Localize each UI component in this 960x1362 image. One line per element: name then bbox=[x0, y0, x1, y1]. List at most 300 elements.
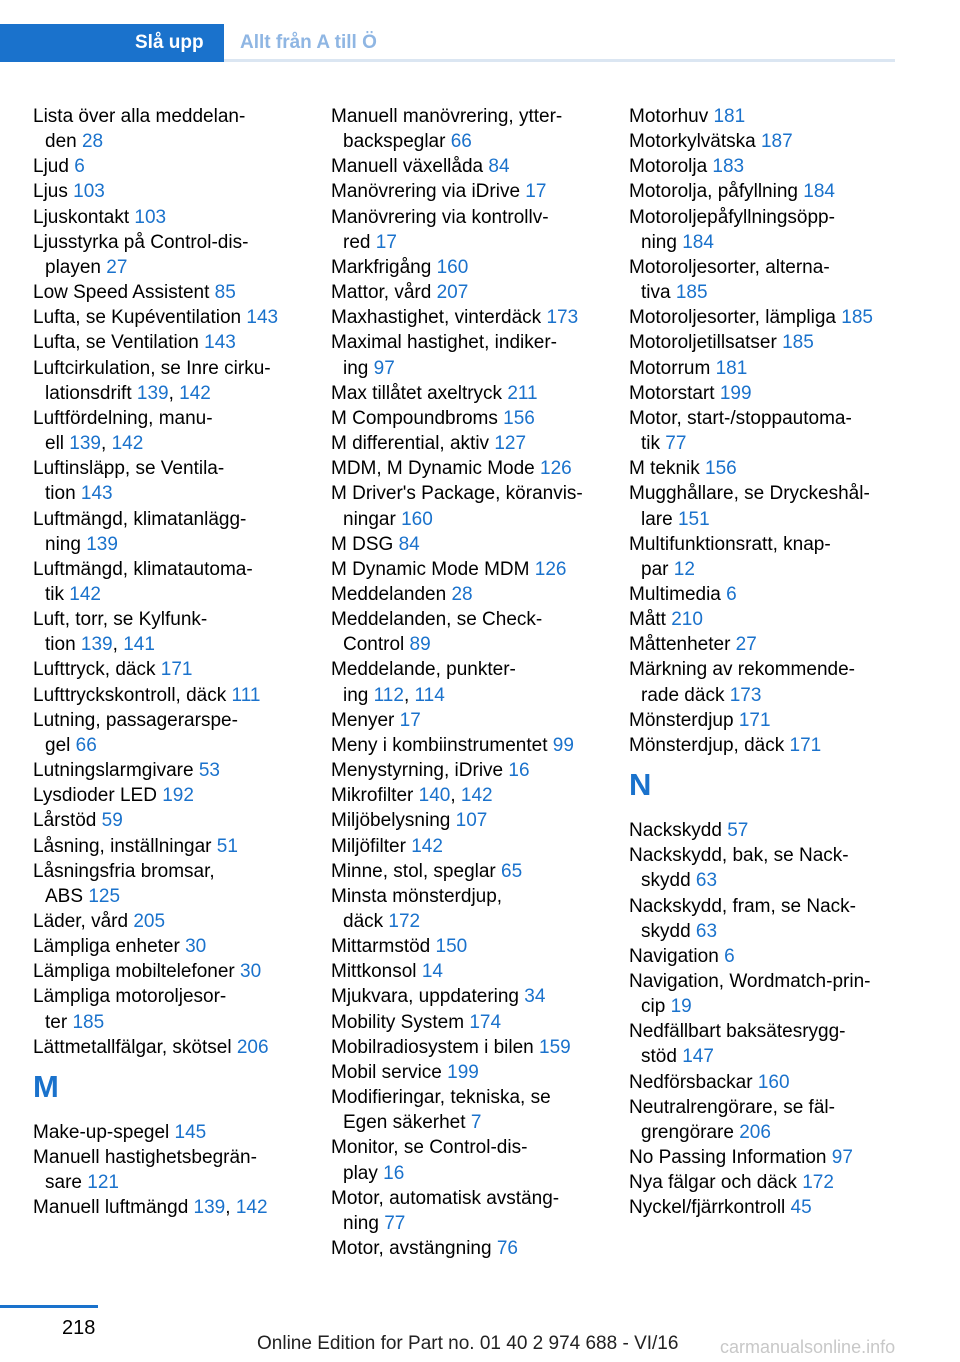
page-reference-link[interactable]: 77 bbox=[665, 433, 687, 455]
index-entry bbox=[331, 733, 621, 758]
index-entry-text: Miljöfilter bbox=[331, 835, 412, 857]
index-entry-text: Lättmetallfälgar, skötsel bbox=[33, 1036, 237, 1058]
index-entry bbox=[629, 532, 929, 582]
index-entry-text: Lämpliga motoroljesor- bbox=[33, 986, 227, 1008]
page-reference-link[interactable]: 6 bbox=[724, 945, 735, 967]
index-entry-text: gel bbox=[45, 734, 76, 756]
page-reference-link[interactable]: 172 bbox=[802, 1172, 834, 1194]
index-entry-text: Mjukvara, uppdatering bbox=[331, 986, 525, 1008]
index-column-2 bbox=[331, 104, 621, 1261]
page-reference-link[interactable]: 66 bbox=[450, 131, 472, 153]
index-entry bbox=[33, 456, 323, 506]
index-entry bbox=[33, 758, 323, 783]
index-entry-text: Manuell hastighetsbegrän- bbox=[33, 1147, 257, 1169]
page-reference-link[interactable]: 171 bbox=[160, 659, 193, 681]
index-entry-text: Lämpliga enheter bbox=[33, 936, 186, 958]
index-entry bbox=[629, 154, 929, 179]
index-entry bbox=[629, 129, 929, 154]
index-entry bbox=[33, 808, 323, 833]
page-reference-link[interactable]: 159 bbox=[539, 1036, 571, 1058]
index-entry bbox=[33, 305, 323, 330]
page-reference-link[interactable]: 126 bbox=[540, 458, 572, 480]
index-entry-text: Lårstöd bbox=[33, 810, 102, 832]
page-reference-link[interactable]: 173 bbox=[729, 684, 762, 706]
page-reference-link[interactable]: 142 bbox=[235, 1197, 268, 1219]
index-entry-text: Lysdioder LED bbox=[33, 785, 163, 807]
page-reference-link[interactable]: 183 bbox=[712, 156, 745, 178]
index-entry: Luftfördelning, manu- ell 139, 142 bbox=[33, 407, 213, 455]
index-entry-text: par bbox=[641, 558, 674, 580]
page-reference-link[interactable]: 84 bbox=[398, 533, 420, 555]
page-reference-link[interactable]: 139 bbox=[80, 634, 113, 656]
index-entry-text: Control bbox=[343, 634, 410, 656]
page-reference-link[interactable]: 143 bbox=[80, 483, 113, 505]
index-entry-text: backspeglar bbox=[343, 131, 451, 153]
index-entry bbox=[33, 834, 323, 859]
index-entry-text: Manövrering via iDrive bbox=[331, 181, 526, 203]
page-reference-link[interactable]: 30 bbox=[185, 936, 207, 958]
page-reference-link[interactable]: 125 bbox=[88, 885, 121, 907]
page-reference-link[interactable]: 85 bbox=[214, 282, 236, 304]
index-entry-text: M teknik bbox=[629, 458, 706, 480]
index-entry-text: play bbox=[343, 1162, 384, 1184]
page-reference-link[interactable]: 142 bbox=[411, 835, 443, 857]
index-entry-text: tiva bbox=[641, 282, 676, 304]
index-entry-text: ning bbox=[641, 231, 683, 253]
index-entry-text: Motoroljepåfyllningsöpp- bbox=[629, 206, 835, 228]
page-reference-link[interactable]: 185 bbox=[675, 282, 708, 304]
index-entry bbox=[629, 944, 929, 969]
index-entry-text: Minsta mönsterdjup, bbox=[331, 885, 503, 907]
page-reference-link[interactable]: 142 bbox=[179, 382, 211, 404]
index-entry bbox=[33, 1145, 323, 1195]
page-reference-link[interactable]: 206 bbox=[739, 1121, 771, 1143]
page-reference-link[interactable]: 57 bbox=[727, 820, 749, 842]
page-reference-link[interactable]: 30 bbox=[240, 961, 262, 983]
index-entry bbox=[331, 431, 621, 456]
index-entry-text: Meddelanden bbox=[331, 583, 452, 605]
page-reference-link[interactable]: 111 bbox=[231, 684, 261, 706]
index-entry bbox=[629, 1095, 929, 1145]
index-entry-text: Lista över alla meddelan- bbox=[33, 106, 246, 127]
index-entry bbox=[331, 934, 621, 959]
index-entry-text: Mobility System bbox=[331, 1011, 470, 1033]
page-reference-link[interactable]: 19 bbox=[670, 996, 692, 1018]
index-entry-text: ning bbox=[343, 1212, 385, 1234]
page-reference-link[interactable]: 160 bbox=[401, 508, 433, 530]
index-entry-text: Luftfördelning, manu- bbox=[33, 407, 213, 429]
index-entry bbox=[33, 934, 323, 959]
index-entry bbox=[331, 1085, 621, 1135]
page-reference-link[interactable]: 27 bbox=[106, 256, 128, 278]
page-reference-link[interactable]: 127 bbox=[494, 433, 527, 455]
page-reference-link[interactable]: 145 bbox=[174, 1121, 207, 1143]
page-reference-link[interactable]: 173 bbox=[546, 307, 579, 329]
index-entry bbox=[629, 179, 929, 204]
index-entry-text: Mobil service bbox=[331, 1061, 448, 1083]
page-reference-link[interactable]: 16 bbox=[508, 760, 530, 782]
index-entry-text: Modifieringar, tekniska, se bbox=[331, 1087, 551, 1109]
page-reference-link[interactable]: 185 bbox=[782, 332, 814, 354]
index-entry bbox=[629, 733, 929, 758]
page-reference-link[interactable]: 206 bbox=[236, 1036, 269, 1058]
page-reference-link[interactable]: 147 bbox=[682, 1046, 714, 1068]
page-reference-link[interactable]: 63 bbox=[695, 870, 718, 892]
index-entry bbox=[33, 330, 323, 355]
index-entry-text: Mönsterdjup bbox=[629, 709, 739, 731]
index-entry bbox=[629, 356, 929, 381]
page-reference-link[interactable]: 63 bbox=[695, 920, 718, 942]
index-entry-text: Manuell luftmängd bbox=[33, 1197, 194, 1219]
index-entry bbox=[33, 708, 323, 758]
index-entry-text: Mugghållare, se Dryckeshål- bbox=[629, 483, 870, 505]
index-entry bbox=[331, 1236, 621, 1261]
page-reference-link[interactable]: 139 bbox=[193, 1197, 226, 1219]
index-entry-text: Mittkonsol bbox=[331, 961, 422, 983]
page-reference-link[interactable]: 14 bbox=[421, 961, 443, 983]
index-entry-text: stöd bbox=[641, 1046, 683, 1068]
index-entry-text: Måttenheter bbox=[629, 634, 736, 656]
index-entry bbox=[33, 959, 323, 984]
index-entry-text: Lämpliga mobiltelefoner bbox=[33, 961, 241, 983]
page-reference-link[interactable]: 184 bbox=[803, 181, 835, 203]
index-entry-text: Motoroljesorter, lämpliga bbox=[629, 307, 842, 329]
page-reference-link[interactable]: 141 bbox=[123, 634, 155, 656]
index-entry bbox=[33, 557, 323, 607]
index-entry-text: tion bbox=[45, 483, 81, 505]
index-entry bbox=[629, 1070, 929, 1095]
index-entry bbox=[331, 532, 621, 557]
index-entry-text: Neutralrengörare, se fäl- bbox=[629, 1096, 835, 1118]
page-reference-link[interactable]: 139 bbox=[69, 433, 101, 455]
edition-note: Online Edition for Part no. 01 40 2 974 688 - VI/16 bbox=[257, 1333, 679, 1354]
index-entry-text: M differential, aktiv bbox=[331, 433, 495, 455]
index-entry-text: ing bbox=[343, 684, 374, 706]
index-entry bbox=[629, 1195, 929, 1220]
page-reference-link[interactable]: 210 bbox=[671, 609, 703, 631]
index-entry-text: Motorolja, påfyllning bbox=[629, 181, 804, 203]
page-reference-link[interactable]: 84 bbox=[488, 156, 510, 178]
page-reference-link[interactable]: 45 bbox=[790, 1197, 812, 1219]
index-entry bbox=[629, 1019, 929, 1069]
page-number: 218 bbox=[62, 1317, 96, 1339]
index-entry bbox=[331, 305, 621, 330]
page-reference-link[interactable]: 97 bbox=[831, 1147, 853, 1169]
index-entry-text: Meddelanden, se Check- bbox=[331, 609, 543, 631]
index-entry-text: M Compoundbroms bbox=[331, 407, 504, 429]
index-entry-text: No Passing Information bbox=[629, 1147, 832, 1169]
header-tabbar bbox=[0, 24, 895, 62]
index-entry bbox=[331, 607, 621, 657]
index-entry bbox=[331, 481, 621, 531]
index-entry-text: Motor, automatisk avstäng- bbox=[331, 1187, 560, 1209]
index-entry-text: Multimedia bbox=[629, 583, 727, 605]
index-entry-text: Nackskydd bbox=[629, 820, 728, 842]
index-entry bbox=[331, 330, 621, 380]
index-entry bbox=[33, 859, 323, 909]
index-entry-text: Luftcirkulation, se Inre cirku- bbox=[33, 357, 271, 379]
index-entry-text: Läder, vård bbox=[33, 911, 134, 932]
page-reference-link[interactable]: 187 bbox=[760, 131, 793, 153]
index-entry bbox=[331, 582, 621, 607]
index-entry: Mikrofilter 140, 142 bbox=[331, 785, 493, 807]
index-entry-text: M Driver's Package, köranvis- bbox=[331, 483, 583, 505]
page-reference-link[interactable]: 89 bbox=[409, 634, 431, 656]
page-reference-link[interactable]: 6 bbox=[74, 156, 85, 178]
page-reference-link[interactable]: 174 bbox=[469, 1011, 502, 1033]
index-entry-text: Nyckel/fjärrkontroll bbox=[629, 1197, 791, 1219]
page-reference-link[interactable]: 53 bbox=[198, 760, 220, 782]
page-reference-link[interactable]: 151 bbox=[677, 508, 710, 530]
page-reference-link[interactable]: 150 bbox=[435, 936, 468, 958]
index-entry-text: Mattor, vård bbox=[331, 282, 437, 304]
index-entry-text: Ljuskontakt bbox=[33, 206, 135, 228]
page-reference-link[interactable]: 103 bbox=[73, 181, 105, 203]
index-entry bbox=[629, 818, 929, 843]
index-entry bbox=[331, 205, 621, 255]
index-entry-text: Mobilradiosystem i bilen bbox=[331, 1036, 540, 1058]
index-entry-text: Make-up-spegel bbox=[33, 1121, 175, 1143]
index-entry-text: Motoroljetillsatser bbox=[629, 332, 783, 354]
page-reference-link[interactable]: 121 bbox=[87, 1172, 119, 1194]
page-reference-link[interactable]: 205 bbox=[133, 911, 166, 932]
index-entry-text: Nackskydd, bak, se Nack- bbox=[629, 845, 849, 867]
index-column-3 bbox=[629, 104, 929, 1221]
index-entry bbox=[629, 632, 929, 657]
index-entry bbox=[33, 205, 323, 230]
index-entry-text: Maximal hastighet, indiker- bbox=[331, 332, 557, 354]
page-reference-link[interactable]: 107 bbox=[455, 810, 488, 832]
index-entry bbox=[33, 507, 323, 557]
index-entry bbox=[331, 808, 621, 833]
index-entry-text: ell bbox=[45, 433, 70, 455]
index-entry-text: Motorolja bbox=[629, 156, 713, 178]
index-entry-text: Maxhastighet, vinterdäck bbox=[331, 307, 547, 329]
index-entry-text: Lufttryck, däck bbox=[33, 659, 161, 681]
index-entry-text: Low Speed Assistent bbox=[33, 282, 215, 304]
index-entry: Manuell luftmängd 139, 142 bbox=[33, 1197, 268, 1219]
index-entry: Luft, torr, se Kylfunk- tion 139, 141 bbox=[33, 609, 208, 656]
index-entry bbox=[629, 657, 929, 707]
page-reference-link[interactable]: 77 bbox=[384, 1212, 406, 1234]
index-entry bbox=[331, 708, 621, 733]
index-entry bbox=[33, 783, 323, 808]
index-entry bbox=[331, 179, 621, 204]
index-entry-text: Meddelande, punkter- bbox=[331, 659, 516, 681]
index-entry-text: Nedfällbart baksätesrygg- bbox=[629, 1021, 846, 1043]
page-reference-link[interactable]: 103 bbox=[134, 206, 167, 228]
index-entry bbox=[33, 154, 323, 179]
page-reference-link[interactable]: 192 bbox=[162, 785, 194, 807]
page-reference-link[interactable]: 76 bbox=[496, 1238, 518, 1260]
page-reference-link[interactable]: 199 bbox=[719, 382, 752, 404]
page-reference-link[interactable]: 142 bbox=[69, 583, 101, 605]
index-entry-text: Ljud bbox=[33, 156, 75, 178]
index-entry-text: Motorrum bbox=[629, 357, 716, 379]
page-reference-link[interactable]: 28 bbox=[451, 583, 473, 605]
index-entry bbox=[331, 758, 621, 783]
index-entry-text: Motorhuv bbox=[629, 106, 714, 127]
index-entry bbox=[33, 683, 323, 708]
index-entry bbox=[629, 330, 929, 355]
page-reference-link[interactable]: 139 bbox=[86, 533, 118, 555]
page-reference-link[interactable]: 59 bbox=[101, 810, 123, 832]
index-entry-text: Markfrigång bbox=[331, 256, 437, 278]
index-entry-text: Luftmängd, klimatanlägg- bbox=[33, 508, 247, 530]
index-entry bbox=[629, 894, 929, 944]
page-reference-link[interactable]: 181 bbox=[713, 106, 746, 127]
index-entry-text: Max tillåtet axeltryck bbox=[331, 382, 508, 404]
index-entry-text: M DSG bbox=[331, 533, 399, 555]
page-reference-link[interactable]: 51 bbox=[216, 835, 238, 857]
page-reference-link[interactable]: 156 bbox=[705, 458, 737, 480]
index-entry-text: skydd bbox=[641, 920, 696, 942]
index-entry-text: ning bbox=[45, 533, 87, 555]
index-entry bbox=[629, 381, 929, 406]
page-reference-link[interactable]: 99 bbox=[552, 734, 574, 756]
index-entry-text: Lufta, se Kupéventilation bbox=[33, 307, 247, 329]
page-reference-link[interactable]: 160 bbox=[436, 256, 469, 278]
index-entry-text: Manuell manövrering, ytter- bbox=[331, 106, 563, 127]
page-reference-link[interactable]: 34 bbox=[524, 986, 546, 1008]
index-entry bbox=[331, 834, 621, 859]
index-entry bbox=[629, 305, 929, 330]
index-entry-text: Egen säkerhet bbox=[343, 1112, 471, 1134]
index-entry-text: Ljus bbox=[33, 181, 74, 203]
index-entry bbox=[331, 104, 621, 154]
index-entry-text: Miljöbelysning bbox=[331, 810, 456, 832]
index-entry-text: Menyer bbox=[331, 709, 400, 731]
watermark: carmanualsonline.info bbox=[720, 1337, 896, 1357]
index-entry-text: Nya fälgar och däck bbox=[629, 1172, 803, 1194]
index-entry-text: Mått bbox=[629, 609, 672, 631]
page-reference-link[interactable]: 16 bbox=[383, 1162, 405, 1184]
index-entry-text: MDM, M Dynamic Mode bbox=[331, 458, 541, 480]
index-entry-text: den bbox=[45, 131, 82, 153]
page-reference-link[interactable]: 211 bbox=[507, 382, 538, 404]
index-entry bbox=[629, 481, 929, 531]
index-entry-text: playen bbox=[45, 256, 107, 278]
page-reference-link[interactable]: 6 bbox=[726, 583, 737, 605]
index-letter-heading: N bbox=[629, 767, 652, 803]
index-entry bbox=[629, 255, 929, 305]
page-reference-link[interactable]: 97 bbox=[373, 357, 395, 379]
index-entry bbox=[331, 255, 621, 280]
index-entry bbox=[33, 230, 323, 280]
index-entry bbox=[331, 1186, 621, 1236]
index-entry-text: tion bbox=[45, 634, 81, 656]
index-entry bbox=[629, 708, 929, 733]
page-reference-link[interactable]: 181 bbox=[715, 357, 748, 379]
index-entry bbox=[331, 154, 621, 179]
index-entry-text: Motorstart bbox=[629, 382, 720, 404]
page-reference-link[interactable]: 171 bbox=[789, 734, 822, 756]
index-entry-text: ningar bbox=[343, 508, 402, 530]
tab-sla-upp[interactable]: Slå upp bbox=[0, 24, 224, 62]
index-entry bbox=[331, 557, 621, 582]
page-reference-link[interactable]: 66 bbox=[75, 734, 97, 756]
index-entry bbox=[33, 984, 323, 1034]
page-reference-link[interactable]: 65 bbox=[501, 860, 523, 882]
index-entry-text: red bbox=[343, 231, 376, 253]
index-entry bbox=[331, 1060, 621, 1085]
index-entry-text: Motorkylvätska bbox=[629, 131, 761, 153]
page-reference-link[interactable]: 160 bbox=[757, 1071, 790, 1093]
index-entry-text: lare bbox=[641, 508, 678, 530]
index-entry bbox=[33, 280, 323, 305]
page-reference-link[interactable]: 207 bbox=[436, 282, 469, 304]
index-entry-text: Lutningslarmgivare bbox=[33, 760, 199, 782]
index-entry-text: ABS bbox=[45, 885, 89, 907]
index-entry bbox=[33, 1035, 323, 1060]
index-entry-text: Monitor, se Control-dis- bbox=[331, 1137, 528, 1159]
index-letter-heading: M bbox=[33, 1068, 59, 1104]
page-reference-link[interactable]: 27 bbox=[735, 634, 757, 656]
index-entry bbox=[331, 280, 621, 305]
index-entry-text: tik bbox=[641, 433, 666, 455]
page-reference-link[interactable]: 112 bbox=[373, 684, 404, 706]
page-reference-link[interactable]: 185 bbox=[72, 1011, 105, 1033]
index-entry-text: lationsdrift bbox=[45, 382, 137, 404]
page-reference-link[interactable]: 156 bbox=[503, 407, 535, 429]
index-entry-text: Mikrofilter bbox=[331, 785, 419, 807]
page-reference-link[interactable]: 199 bbox=[447, 1061, 479, 1083]
page-number-rule bbox=[0, 1305, 98, 1308]
index-entry-text: rade däck bbox=[641, 684, 730, 706]
page-reference-link[interactable]: 143 bbox=[246, 307, 279, 329]
page-reference-link[interactable]: 17 bbox=[399, 709, 421, 731]
page-reference-link[interactable]: 12 bbox=[673, 558, 695, 580]
page-reference-link[interactable]: 28 bbox=[81, 131, 104, 153]
index-entry-text: Manuell växellåda bbox=[331, 156, 489, 178]
page-reference-link[interactable]: 143 bbox=[204, 332, 236, 354]
index-entry-text: skydd bbox=[641, 870, 696, 892]
index-entry-text: Mittarmstöd bbox=[331, 936, 436, 958]
page-reference-link[interactable]: 114 bbox=[414, 684, 445, 706]
page-reference-link[interactable]: 172 bbox=[388, 911, 421, 932]
index-entry-text: ter bbox=[45, 1011, 73, 1033]
index-entry-text: Nackskydd, fram, se Nack- bbox=[629, 895, 856, 917]
page-reference-link[interactable]: 185 bbox=[841, 307, 873, 329]
index-entry bbox=[331, 1135, 621, 1185]
page-reference-link[interactable]: 184 bbox=[682, 231, 714, 253]
index-entry bbox=[629, 104, 929, 129]
page-reference-link[interactable]: 7 bbox=[470, 1112, 482, 1134]
index-entry bbox=[629, 406, 929, 456]
index-entry: Meddelande, punkter- ing 112, 114 bbox=[331, 659, 516, 706]
index-entry bbox=[331, 381, 621, 406]
index-entry bbox=[33, 1120, 323, 1145]
page-reference-link[interactable]: 139 bbox=[136, 382, 169, 404]
index-entry-text: Meny i kombiinstrumentet bbox=[331, 734, 553, 756]
index-entry-text: Motoroljesorter, alterna- bbox=[629, 256, 830, 278]
page-reference-link[interactable]: 142 bbox=[460, 785, 493, 807]
index-entry-text: däck bbox=[343, 911, 389, 932]
page-reference-link[interactable]: 17 bbox=[375, 231, 397, 253]
page-reference-link[interactable]: 126 bbox=[534, 558, 567, 580]
page-reference-link[interactable]: 140 bbox=[418, 785, 451, 807]
page-reference-link[interactable]: 17 bbox=[525, 181, 547, 203]
index-entry-text: Ljusstyrka på Control-dis- bbox=[33, 231, 249, 253]
index-entry bbox=[331, 884, 621, 934]
index-entry bbox=[331, 406, 621, 431]
index-entry-text: Mönsterdjup, däck bbox=[629, 734, 790, 756]
page-reference-link[interactable]: 142 bbox=[111, 433, 144, 455]
index-entry-text: sare bbox=[45, 1172, 88, 1194]
page-reference-link[interactable]: 171 bbox=[738, 709, 771, 731]
index-entry-text: grengörare bbox=[641, 1121, 740, 1143]
tab-allt-fran-a-till-o[interactable]: Allt från A till Ö bbox=[224, 24, 895, 62]
